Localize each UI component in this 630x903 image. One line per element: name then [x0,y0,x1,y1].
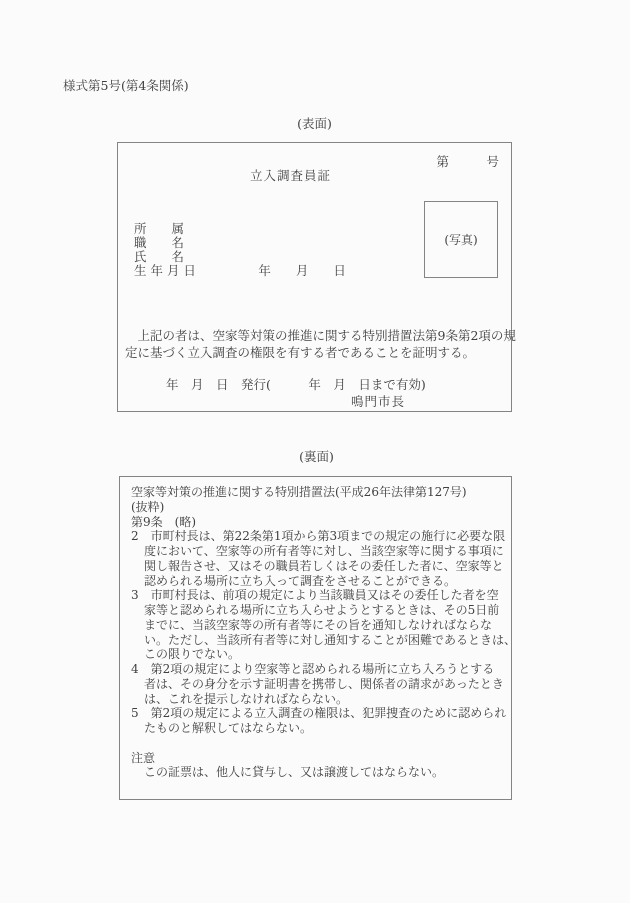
clause-2-line: 2 市町村長は、第22条第1項から第3項までの規定の施行に必要な限 [131,529,506,544]
notice-text: この証票は、他人に貸与し、又は譲渡してはならない。 [144,765,445,780]
excerpt-label: (抜粋) [131,499,165,514]
clause-2-line: 関し報告させ、又はその職員若しくはその委任した者に、空家等と [144,558,504,573]
clause-3-line: までに、当該空家等の所有者等にその旨を通知しなければならな [144,617,493,632]
blank-line [131,736,507,751]
field-name: 氏 名 [134,249,185,264]
inspector-id-card-front [117,142,516,412]
clause-2-line: 度において、空家等の所有者等に対し、当該空家等に関する事項に [144,544,504,558]
statement-line-1: 上記の者は、空家等対策の推進に関する特別措置法第9条第2項の規 [125,328,516,343]
inspector-id-card-back [119,476,517,800]
field-position: 職 名 [134,235,185,250]
article-9-label: 第9条 (略) [131,514,196,529]
clause-3-line: い。ただし、当該所有者等に対し通知することが困難であるときは、 [144,632,517,647]
serial-number-field: 第 号 [436,154,499,169]
clause-3-line: 家等と認められる場所に立ち入らせようとするときは、その5日前 [144,603,500,617]
clause-4-line: 者は、その身分を示す証明書を携帯し、関係者の請求があったとき [144,676,504,691]
law-title-line: 空家等対策の推進に関する特別措置法(平成26年法律第127号) [131,485,467,499]
clause-3-line: この限りでない。 [144,647,241,662]
personal-info-fields [134,222,346,278]
issuer-name: 鳴門市長 [351,394,406,409]
clause-4-line: は、これを提示しなければならない。 [144,691,349,706]
form-number: 様式第5号(第4条関係) [63,78,189,93]
issue-date-line: 年 月 日 発行( 年 月 日まで有効) [166,377,426,392]
photo-placeholder-label: (写真) [444,233,478,247]
clause-5-line: たものと解釈してはならない。 [144,721,313,735]
notice-label: 注意 [131,750,156,765]
clause-3-line: 3 市町村長は、前項の規定により当該職員又はその委任した者を空 [131,588,499,603]
field-affiliation: 所 属 [134,221,185,236]
statement-line-2: 定に基づく立入調査の権限を有する者であることを証明する。 [125,345,476,361]
clause-5-line: 5 第2項の規定による立入調査の権限は、犯罪捜査のために認められ [131,706,507,721]
back-side-label: (裏面) [299,449,334,464]
field-birthdate: 生 年 月 日 年 月 日 [134,263,346,278]
certification-statement [125,327,516,362]
photo-placeholder-box [424,201,498,278]
clause-4-line: 4 第2項の規定により空家等と認められる場所に立ち入ろうとする [131,662,495,676]
clause-2-line: 認められる場所に立ち入って調査をさせることができる。 [144,573,457,588]
card-title: 立入調査員証 [249,168,331,183]
front-side-label: (表面) [297,116,332,131]
